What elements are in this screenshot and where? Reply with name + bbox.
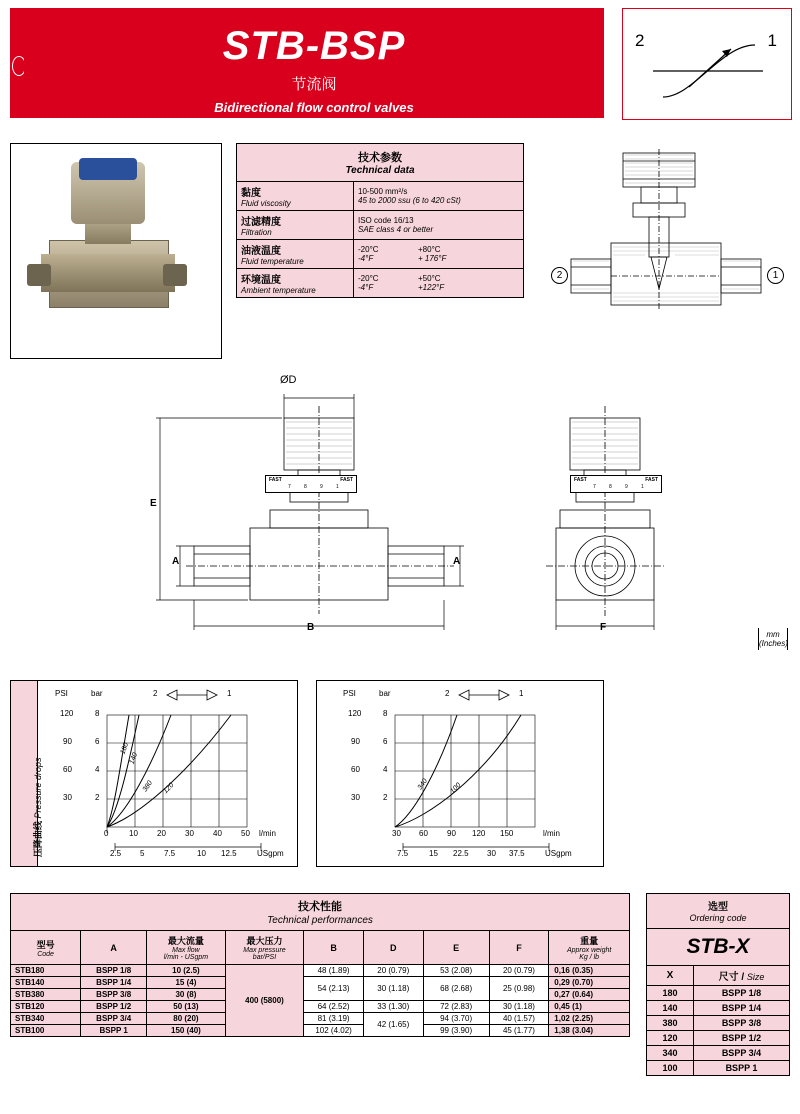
ordering-x: 340 bbox=[647, 1046, 694, 1061]
chart1-x2tick-3: 7.5 bbox=[164, 849, 176, 858]
chart2-xtick-120: 120 bbox=[472, 829, 486, 838]
dim-label-f: F bbox=[600, 622, 607, 633]
chart1-xtick-10: 10 bbox=[129, 829, 138, 838]
cell-b: 64 (2.52) bbox=[304, 1001, 364, 1013]
row-value-fluid-temperature: -20°C +80°C -4°F + 176°F bbox=[354, 240, 524, 269]
technical-data-title-en: Technical data bbox=[345, 165, 415, 176]
chart1-ytick-bar-4: 4 bbox=[95, 765, 100, 774]
header-red-bar bbox=[10, 8, 24, 118]
photo-port-left bbox=[27, 264, 51, 286]
chart1-arrow-right-label: 1 bbox=[227, 689, 232, 698]
cell-maxflow: 15 (4) bbox=[147, 977, 226, 989]
ordering-col-x: X bbox=[647, 966, 694, 986]
chart1-x2tick-1: 2.5 bbox=[110, 849, 122, 858]
chart2-xtick-60: 60 bbox=[419, 829, 428, 838]
cell-f: 20 (0.79) bbox=[489, 965, 549, 977]
table-row bbox=[647, 1016, 790, 1031]
chart1-xtick-20: 20 bbox=[157, 829, 166, 838]
page-subtitle-en: Bidirectional flow control valves bbox=[214, 100, 414, 115]
technical-data-header bbox=[237, 144, 524, 182]
col-weight: 重量 Approx weight Kg / lb bbox=[549, 931, 630, 965]
chart2-ytick-bar-2: 2 bbox=[383, 793, 388, 802]
ordering-size: BSPP 1/8 bbox=[694, 986, 790, 1001]
cell-maxpressure: 400 (5800) bbox=[225, 965, 304, 1037]
dim-label-a-left: A bbox=[172, 556, 180, 567]
cell-weight: 0,45 (1) bbox=[549, 1001, 630, 1013]
chart2-x2tick-2: 15 bbox=[429, 849, 438, 858]
chart2-arrow-right-label: 1 bbox=[519, 689, 524, 698]
chart2-curve-label-340: 340 bbox=[416, 777, 430, 792]
cell-e: 53 (2.08) bbox=[423, 965, 489, 977]
cell-b: 81 (3.19) bbox=[304, 1013, 364, 1025]
cell-a: BSPP 1/8 bbox=[81, 965, 147, 977]
symbol-port-1-label: 1 bbox=[767, 31, 777, 50]
table-row bbox=[647, 1031, 790, 1046]
cell-code: STB100 bbox=[11, 1025, 81, 1037]
table-row bbox=[11, 965, 630, 977]
dim-label-e: E bbox=[150, 498, 157, 509]
cell-f: 40 (1.57) bbox=[489, 1013, 549, 1025]
chart2-curve-label-100: 100 bbox=[449, 781, 463, 796]
cell-b: 102 (4.02) bbox=[304, 1025, 364, 1037]
cell-code: STB380 bbox=[11, 989, 81, 1001]
chart1-curve-label-120: 120 bbox=[162, 781, 176, 796]
chart1-arrow-left-label: 2 bbox=[153, 689, 158, 698]
chart1-xtick-0: 0 bbox=[104, 829, 109, 838]
cell-maxflow: 50 (13) bbox=[147, 1001, 226, 1013]
cell-e: 68 (2.68) bbox=[423, 977, 489, 1001]
table-row bbox=[647, 986, 790, 1001]
technical-data-table bbox=[236, 143, 524, 298]
row-label-viscosity: 黏度 Fluid viscosity bbox=[237, 182, 354, 211]
chart1-ytick-bar-2: 2 bbox=[95, 793, 100, 802]
ordering-x: 120 bbox=[647, 1031, 694, 1046]
header-title-block bbox=[24, 8, 604, 118]
chart2-xtick-30: 30 bbox=[392, 829, 401, 838]
product-photo bbox=[10, 143, 222, 359]
chart1-ytick-bar-8: 8 bbox=[95, 709, 100, 718]
chart2-x2tick-5: 37.5 bbox=[509, 849, 525, 858]
dim-label-a-right: A bbox=[453, 556, 461, 567]
col-d: D bbox=[363, 931, 423, 965]
row-label-fluid-temperature: 油液温度 Fluid temperature bbox=[237, 240, 354, 269]
cell-d: 42 (1.65) bbox=[363, 1013, 423, 1037]
ordering-size: BSPP 1/4 bbox=[694, 1001, 790, 1016]
knob-scale-front: FAST FAST 7 8 9 1 bbox=[265, 475, 357, 493]
ordering-title-cn: 选型 bbox=[708, 902, 728, 913]
pressure-drop-charts bbox=[10, 680, 790, 870]
ordering-code-value: STB-X bbox=[647, 929, 790, 966]
cell-e: 94 (3.70) bbox=[423, 1013, 489, 1025]
chart1-ytick-psi-120: 120 bbox=[60, 709, 74, 718]
cell-a: BSPP 1/2 bbox=[81, 1001, 147, 1013]
table-row bbox=[647, 1046, 790, 1061]
row-label-ambient-temperature: 环境温度 Ambient temperature bbox=[237, 269, 354, 298]
cell-d: 30 (1.18) bbox=[363, 977, 423, 1001]
chart1-xlabel: l/min bbox=[259, 829, 276, 838]
side-view-icon bbox=[530, 370, 760, 660]
ordering-x: 100 bbox=[647, 1061, 694, 1076]
chart2-ytick-bar-6: 6 bbox=[383, 737, 388, 746]
chart2-x2tick-4: 30 bbox=[487, 849, 496, 858]
symbol-port-2-label: 2 bbox=[635, 31, 645, 50]
chart2-x2tick-1: 7.5 bbox=[397, 849, 409, 858]
performance-header-row bbox=[11, 931, 630, 965]
col-code: 型号 Code bbox=[11, 931, 81, 965]
table-row bbox=[237, 269, 524, 298]
table-row bbox=[11, 977, 630, 989]
cell-b: 54 (2.13) bbox=[304, 977, 364, 1001]
cell-b: 48 (1.89) bbox=[304, 965, 364, 977]
col-a: A bbox=[81, 931, 147, 965]
chart2-psi-label: PSI bbox=[343, 689, 356, 698]
cell-a: BSPP 1/4 bbox=[81, 977, 147, 989]
chart2-ytick-psi-30: 30 bbox=[351, 793, 360, 802]
table-row bbox=[237, 211, 524, 240]
cell-f: 30 (1.18) bbox=[489, 1001, 549, 1013]
cross-section-icon bbox=[545, 143, 795, 357]
chart2-ytick-psi-120: 120 bbox=[348, 709, 362, 718]
unit-box bbox=[758, 628, 788, 650]
performance-title-cn: 技术性能 bbox=[298, 901, 342, 913]
section-port-2-bubble: 2 bbox=[551, 267, 568, 284]
chart2-x2label: USgpm bbox=[545, 849, 572, 858]
col-maxpressure: 最大压力 Max pressure bar/PSI bbox=[225, 931, 304, 965]
knob-scale-side: FAST FAST 7 8 9 1 bbox=[570, 475, 662, 493]
row-value-filtration: ISO code 16/13 SAE class 4 or better bbox=[354, 211, 524, 240]
chart1-ytick-psi-30: 30 bbox=[63, 793, 72, 802]
cell-e: 99 (3.90) bbox=[423, 1025, 489, 1037]
chart1-ytick-bar-6: 6 bbox=[95, 737, 100, 746]
cell-e: 72 (2.83) bbox=[423, 1001, 489, 1013]
chart-side-label-cn: 压降曲线 bbox=[33, 820, 43, 857]
cell-code: STB120 bbox=[11, 1001, 81, 1013]
chart1-ytick-psi-60: 60 bbox=[63, 765, 72, 774]
ordering-x: 180 bbox=[647, 986, 694, 1001]
table-row bbox=[237, 182, 524, 211]
cell-a: BSPP 1 bbox=[81, 1025, 147, 1037]
photo-knob-cap bbox=[79, 158, 137, 180]
chart2-ytick-psi-90: 90 bbox=[351, 737, 360, 746]
flow-control-symbol-icon bbox=[623, 9, 791, 119]
table-row bbox=[11, 1001, 630, 1013]
ordering-x: 380 bbox=[647, 1016, 694, 1031]
chart1-x2tick-4: 10 bbox=[197, 849, 206, 858]
ordering-size: BSPP 3/8 bbox=[694, 1016, 790, 1031]
cell-f: 25 (0.98) bbox=[489, 977, 549, 1001]
chart1-plot bbox=[11, 681, 297, 866]
cell-code: STB180 bbox=[11, 965, 81, 977]
chart-1 bbox=[10, 680, 298, 867]
ordering-col-size: 尺寸 / Size bbox=[694, 966, 790, 986]
chart1-curve-label-140: 140 bbox=[128, 751, 140, 766]
chart1-curve-label-180: 180 bbox=[119, 741, 131, 756]
cell-maxflow: 30 (8) bbox=[147, 989, 226, 1001]
cell-weight: 1,02 (2.25) bbox=[549, 1013, 630, 1025]
dim-label-od: ØD bbox=[280, 374, 297, 386]
chart1-curve-label-380: 380 bbox=[141, 779, 155, 794]
ordering-x: 140 bbox=[647, 1001, 694, 1016]
chart-side-label-en: Pressure drops bbox=[33, 757, 43, 819]
chart1-x2tick-5: 12.5 bbox=[221, 849, 237, 858]
chart1-xtick-30: 30 bbox=[185, 829, 194, 838]
technical-performance-table bbox=[10, 893, 630, 1037]
technical-data-title-cn: 技术参数 bbox=[358, 152, 402, 164]
cell-maxflow: 80 (20) bbox=[147, 1013, 226, 1025]
chart2-ytick-psi-60: 60 bbox=[351, 765, 360, 774]
cell-d: 20 (0.79) bbox=[363, 965, 423, 977]
performance-title-en: Technical performances bbox=[267, 915, 373, 926]
ordering-title bbox=[647, 894, 790, 929]
ordering-code-table bbox=[646, 893, 790, 1076]
cell-a: BSPP 3/8 bbox=[81, 989, 147, 1001]
chart2-arrow-left-label: 2 bbox=[445, 689, 450, 698]
cell-maxflow: 150 (40) bbox=[147, 1025, 226, 1037]
chart1-xtick-50: 50 bbox=[241, 829, 250, 838]
chart2-xtick-90: 90 bbox=[447, 829, 456, 838]
cell-f: 45 (1.77) bbox=[489, 1025, 549, 1037]
col-f: F bbox=[489, 931, 549, 965]
ordering-size: BSPP 1/2 bbox=[694, 1031, 790, 1046]
table-row bbox=[647, 1001, 790, 1016]
cell-code: STB140 bbox=[11, 977, 81, 989]
table-row bbox=[237, 240, 524, 269]
chart2-bar-label: bar bbox=[379, 689, 391, 698]
table-row bbox=[11, 1025, 630, 1037]
chart2-ytick-bar-4: 4 bbox=[383, 765, 388, 774]
col-e: E bbox=[423, 931, 489, 965]
row-label-filtration: 过滤精度 Filtration bbox=[237, 211, 354, 240]
unit-inches: (Inches) bbox=[759, 639, 788, 648]
chart2-xlabel: l/min bbox=[543, 829, 560, 838]
cell-maxflow: 10 (2.5) bbox=[147, 965, 226, 977]
col-maxflow: 最大流量 Max flow l/min - USgpm bbox=[147, 931, 226, 965]
section-drawing bbox=[545, 143, 795, 357]
unit-mm: mm bbox=[766, 630, 780, 639]
cell-weight: 1,38 (3.04) bbox=[549, 1025, 630, 1037]
cell-code: STB340 bbox=[11, 1013, 81, 1025]
chart1-x2label: USgpm bbox=[257, 849, 284, 858]
chart1-xtick-40: 40 bbox=[213, 829, 222, 838]
chart1-ytick-psi-90: 90 bbox=[63, 737, 72, 746]
section-port-1-bubble: 1 bbox=[767, 267, 784, 284]
dim-label-b: B bbox=[307, 622, 315, 633]
col-b: B bbox=[304, 931, 364, 965]
page-header bbox=[10, 8, 790, 118]
chart1-x2tick-2: 5 bbox=[140, 849, 145, 858]
ordering-title-en: Ordering code bbox=[689, 913, 747, 923]
cell-weight: 0,29 (0.70) bbox=[549, 977, 630, 989]
cell-d: 33 (1.30) bbox=[363, 1001, 423, 1013]
performance-title bbox=[11, 894, 630, 931]
dimension-drawings bbox=[10, 370, 790, 670]
photo-port-right bbox=[163, 264, 187, 286]
photo-valve-body-lower bbox=[41, 254, 175, 292]
table-row bbox=[11, 1013, 630, 1025]
cell-weight: 0,16 (0.35) bbox=[549, 965, 630, 977]
chart1-bar-label: bar bbox=[91, 689, 103, 698]
hydraulic-symbol-box bbox=[622, 8, 792, 120]
cell-weight: 0,27 (0.64) bbox=[549, 989, 630, 1001]
chart2-x2tick-3: 22.5 bbox=[453, 849, 469, 858]
ordering-size: BSPP 1 bbox=[694, 1061, 790, 1076]
chart2-ytick-bar-8: 8 bbox=[383, 709, 388, 718]
ordering-size: BSPP 3/4 bbox=[694, 1046, 790, 1061]
page-subtitle-cn: 节流阀 bbox=[291, 76, 337, 93]
chart1-psi-label: PSI bbox=[55, 689, 68, 698]
row-value-ambient-temperature: -20°C +50°C -4°F +122°F bbox=[354, 269, 524, 298]
table-row bbox=[647, 1061, 790, 1076]
row-value-viscosity: 10-500 mm²/s 45 to 2000 ssu (6 to 420 cSt) bbox=[354, 182, 524, 211]
chart2-xtick-150: 150 bbox=[500, 829, 514, 838]
page-title: STB-BSP bbox=[222, 24, 406, 68]
cell-a: BSPP 3/4 bbox=[81, 1013, 147, 1025]
chart-2 bbox=[316, 680, 604, 867]
